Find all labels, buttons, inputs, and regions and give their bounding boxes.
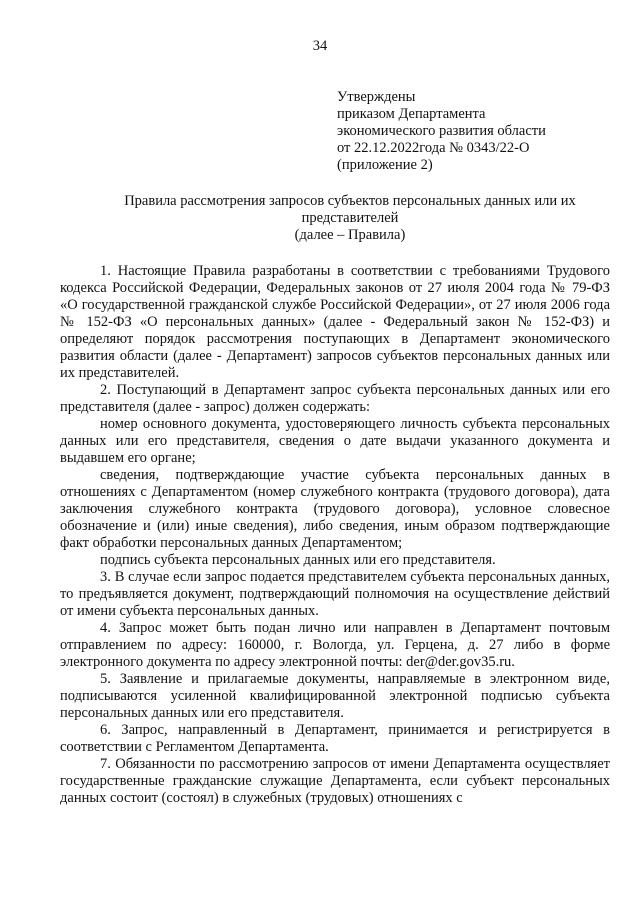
paragraph-7: 7. Обязанности по рассмотрению запросов от имени Департамента осуществляет государственные гражданские служащие Департамента, если субъект персональных данных состоит (состоял) в служебных (трудовых) отношениях с	[60, 756, 610, 806]
paragraph-6: 6. Запрос, направленный в Департамент, принимается и регистрируется в соответствии с Регламентом Департамента.	[60, 722, 610, 755]
title-line: Правила рассмотрения запросов субъектов персональных данных или их	[124, 193, 576, 209]
approval-block	[337, 89, 627, 174]
title-line: представителей	[301, 210, 399, 226]
paragraph-2: 2. Поступающий в Департамент запрос субъекта персональных данных или его представителя (далее - запрос) должен содержать:	[60, 382, 610, 415]
paragraph-3: 3. В случае если запрос подается представителем субъекта персональных данных, то предъявляется документ, подтверждающий полномочия на осуществление действий от имени субъекта персональных данных.	[60, 569, 610, 619]
page-number: 34	[312, 38, 328, 54]
document-title	[60, 193, 640, 244]
paragraph-2-item-3: подпись субъекта персональных данных или его представителя.	[100, 552, 496, 568]
approval-line: экономического развития области	[337, 123, 546, 139]
paragraph-2-item-2: сведения, подтверждающие участие субъекта персональных данных в отношениях с Департаментом (номер служебного контракта (трудового договора), дата заключения служебного контракта (трудового договора), условное словесное обозначение и (или) иные сведения), либо сведения, иным образом подтверждающие факт обработки персональных данных Департаментом;	[60, 467, 610, 551]
approval-line: Утверждены	[337, 89, 416, 105]
paragraph-1: 1. Настоящие Правила разработаны в соответствии с требованиями Трудового кодекса Российской Федерации, Федеральных законов от 27 июля 2004 года № 79-ФЗ «О государственной гражданской службе Российской Федерации», от 27 июля 2006 года № 152-ФЗ «О персональных данных» (далее - Федеральный закон № 152-ФЗ) и определяют порядок рассмотрения поступающих в Департамент экономического развития области (далее - Департамент) запросов субъектов персональных данных или их представителей.	[60, 263, 610, 381]
paragraph-5: 5. Заявление и прилагаемые документы, направляемые в электронном виде, подписываются усиленной квалифицированной электронной подписью субъекта персональных данных или его представителя.	[60, 671, 610, 721]
title-line: (далее – Правила)	[294, 227, 406, 243]
paragraph-2-item-1: номер основного документа, удостоверяющего личность субъекта персональных данных или его представителя, сведения о дате выдачи указанного документа и выдавшем его органе;	[60, 416, 610, 466]
approval-line: (приложение 2)	[337, 157, 433, 173]
approval-line: от 22.12.2022года № 0343/22-О	[337, 140, 530, 156]
document-body	[60, 263, 610, 807]
paragraph-4: 4. Запрос может быть подан лично или направлен в Департамент почтовым отправлением по адресу: 160000, г. Вологда, ул. Герцена, д. 27 либо в форме электронного документа по адресу электронной почты: der@der.gov35.ru.	[60, 620, 610, 670]
approval-line: приказом Департамента	[337, 106, 486, 122]
